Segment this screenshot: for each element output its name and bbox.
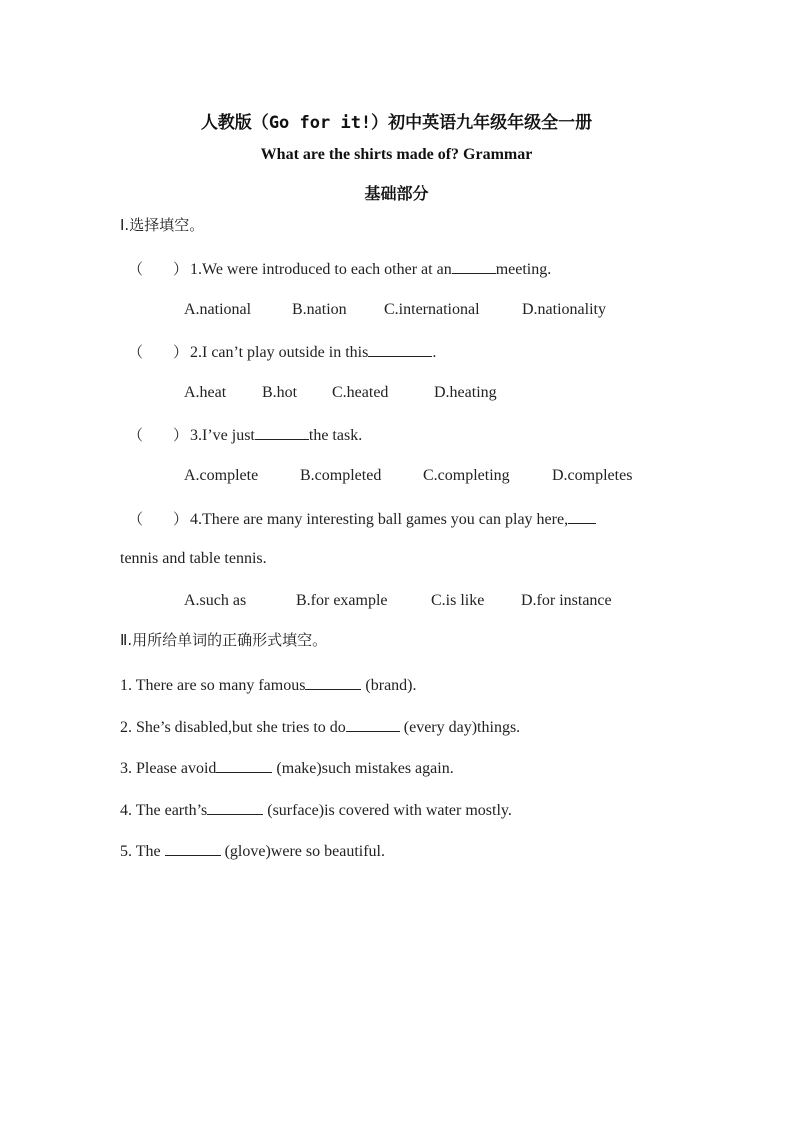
fill-item-2: 2. She’s disabled,but she tries to do (every day)things. — [120, 716, 520, 738]
part2-heading: Ⅱ.用所给单词的正确形式填空。 — [120, 631, 328, 649]
option-2a[interactable]: A.heat — [184, 384, 227, 401]
question-4-continued: tennis and table tennis. — [120, 550, 267, 567]
option-2d[interactable]: D.heating — [434, 384, 497, 401]
fill-item-1: 1. There are so many famous (brand). — [120, 674, 417, 696]
option-4a[interactable]: A.such as — [184, 592, 247, 609]
answer-blank[interactable] — [255, 424, 309, 440]
answer-blank[interactable] — [305, 674, 361, 690]
answer-blank[interactable] — [165, 840, 221, 856]
option-1d[interactable]: D.nationality — [522, 301, 606, 318]
option-1a[interactable]: A.national — [184, 301, 252, 318]
answer-blank[interactable] — [346, 716, 400, 732]
section-title: 基础部分 — [364, 184, 429, 203]
question-2: （ ） 2.I can’t play outside in this . — [128, 343, 437, 361]
fill-item-5: 5. The (glove)were so beautiful. — [120, 840, 385, 862]
option-3a[interactable]: A.complete — [184, 467, 259, 484]
answer-blank[interactable] — [368, 341, 432, 357]
question-4: （ ） 4.There are many interesting ball games you can play here, — [128, 508, 596, 530]
option-1b[interactable]: B.nation — [292, 301, 347, 318]
fill-item-4: 4. The earth’s (surface)is covered with water mostly. — [120, 799, 512, 821]
answer-blank[interactable] — [452, 258, 496, 274]
option-4c[interactable]: C.is like — [431, 592, 485, 609]
lesson-subtitle: What are the shirts made of? Grammar — [260, 146, 533, 163]
answer-blank[interactable] — [568, 508, 596, 524]
answer-blank[interactable] — [216, 757, 272, 773]
question-3: （ ） 3.I’ve just the task. — [128, 426, 363, 444]
option-2c[interactable]: C.heated — [332, 384, 389, 401]
option-2b[interactable]: B.hot — [262, 384, 298, 401]
option-3c[interactable]: C.completing — [423, 467, 510, 484]
fill-item-3: 3. Please avoid (make)such mistakes again. — [120, 757, 454, 779]
option-3b[interactable]: B.completed — [300, 467, 382, 484]
question-1: （ ） 1.We were introduced to each other at an meeting. — [128, 260, 552, 278]
option-4b[interactable]: B.for example — [296, 592, 388, 609]
option-4d[interactable]: D.for instance — [521, 592, 612, 609]
option-1c[interactable]: C.international — [384, 301, 480, 318]
part1-heading: Ⅰ.选择填空。 — [120, 216, 205, 234]
option-3d[interactable]: D.completes — [552, 467, 633, 484]
answer-blank[interactable] — [207, 799, 263, 815]
document-title: 人教版（Go for it!）初中英语九年级年级全一册 — [200, 113, 593, 133]
